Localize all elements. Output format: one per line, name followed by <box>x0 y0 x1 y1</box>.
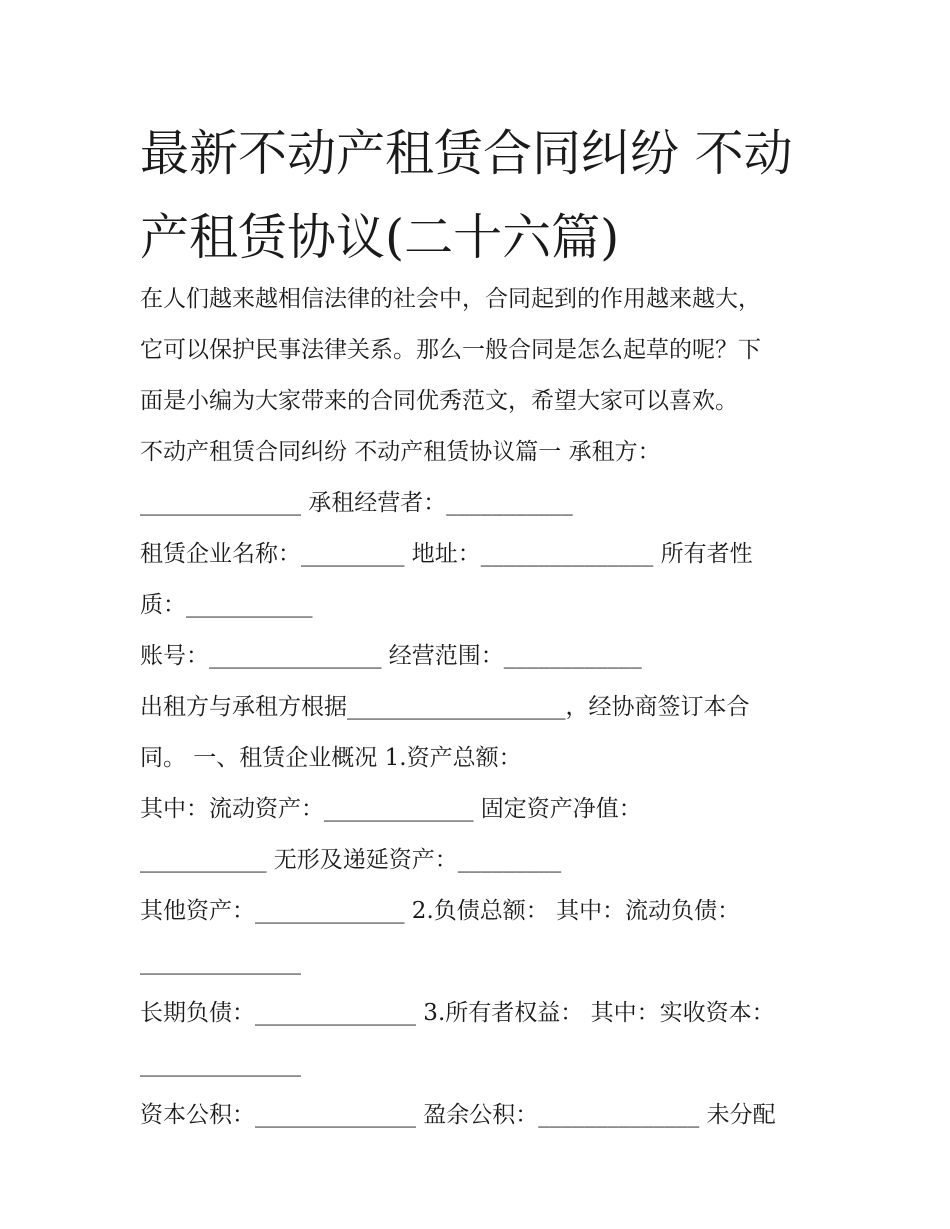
body-line: 它可以保护民事法律关系。那么一般合同是怎么起草的呢？下 <box>140 337 761 363</box>
body-line: ___________ 无形及递延资产：_________ <box>140 847 562 873</box>
document-body <box>140 274 810 1141</box>
body-line: 出租方与承租方根据___________________，经协商签订本合 <box>140 694 750 720</box>
body-line: 资本公积：______________ 盈余公积：______________ 未分配 <box>140 1102 776 1128</box>
document-title <box>140 112 820 280</box>
body-line: 同。 一、租赁企业概况 1.资产总额： <box>140 745 522 771</box>
body-line: 质：___________ <box>140 592 313 618</box>
body-line: 不动产租赁合同纠纷 不动产租赁协议篇一 承租方： <box>140 439 661 465</box>
title-line-2: 产租赁协议(二十六篇) <box>140 209 620 266</box>
body-line: 长期负债：______________ 3.所有者权益： 其中：实收资本： <box>140 1000 775 1026</box>
body-line: 面是小编为大家带来的合同优秀范文，希望大家可以喜欢。 <box>140 388 738 414</box>
body-line: 租赁企业名称：_________ 地址：_______________ 所有者性 <box>140 541 753 567</box>
body-line: 账号：_______________ 经营范围：____________ <box>140 643 642 669</box>
body-line: 其他资产：_____________ 2.负债总额： 其中：流动负债： <box>140 898 741 924</box>
body-line: 其中：流动资产：_____________ 固定资产净值： <box>140 796 642 822</box>
body-line: ______________ <box>140 949 301 975</box>
body-line: 在人们越来越相信法律的社会中，合同起到的作用越来越大， <box>140 286 761 312</box>
title-line-1: 最新不动产租赁合同纠纷 不动 <box>140 125 793 182</box>
body-line: ______________ <box>140 1051 301 1077</box>
body-line: ______________ 承租经营者：___________ <box>140 490 573 516</box>
